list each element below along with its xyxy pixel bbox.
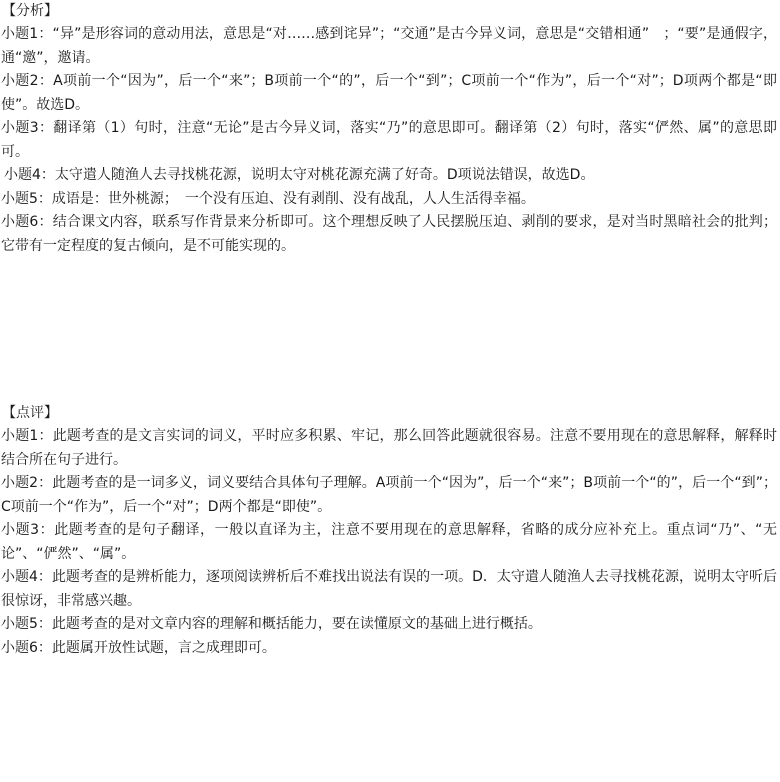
review-item-2: 小题2：此题考查的是一词多义，词义要结合具体句子理解。A项前一个“因为”，后一个“来”；B项前一个“的”，后一个“到”；C项前一个“作为”，后一个“对”；D两个都是“即使”。	[1, 475, 777, 515]
analysis-item-2: 小题2：A项前一个“因为”，后一个“来”；B项前一个“的”，后一个“到”；C项前一个“作为”，后一个“对”；D项两个都是“即使”。故选D。	[1, 73, 777, 113]
analysis-item-1: 小题1：“异”是形容词的意动用法，意思是“对……感到诧异”；“交通”是古今异义词，意思是“交错相通” ；“要”是通假字，通“邀”，邀请。	[1, 26, 777, 66]
review-item-5: 小题5：此题考查的是对文章内容的理解和概括能力，要在读懂原文的基础上进行概括。	[1, 616, 542, 632]
review-item-4: 小题4：此题考查的是辨析能力，逐项阅读辨析后不难找出说法有误的一项。D．太守遣人随渔人去寻找桃花源，说明太守听后很惊讶，非常感兴趣。	[1, 569, 777, 609]
review-item-3: 小题3：此题考查的是句子翻译，一般以直译为主，注意不要用现在的意思解释，省略的成分应补充上。重点词“乃”、“无论”、“俨然”、“属”。	[1, 522, 777, 562]
analysis-section	[0, 0, 780, 258]
review-heading: 【点评】	[2, 405, 58, 421]
analysis-item-4: 小题4：太守遣人随渔人去寻找桃花源，说明太守对桃花源充满了好奇。D项说法错误，故选D。	[4, 167, 595, 183]
review-item-1: 小题1：此题考查的是文言实词的词义，平时应多积累、牢记，那么回答此题就很容易。注意不要用现在的意思解释，解释时结合所在句子进行。	[1, 428, 777, 468]
analysis-item-3: 小题3：翻译第（1）句时，注意“无论”是古今异义词，落实“乃”的意思即可。翻译第（2）句时，落实“俨然、属”的意思即可。	[1, 120, 777, 160]
analysis-item-6: 小题6：结合课文内容，联系写作背景来分析即可。这个理想反映了人民摆脱压迫、剥削的要求，是对当时黑暗社会的批判；它带有一定程度的复古倾向，是不可能实现的。	[1, 214, 777, 254]
analysis-heading: 【分析】	[2, 3, 58, 19]
review-item-6: 小题6：此题属开放性试题，言之成理即可。	[1, 639, 276, 656]
review-section	[0, 402, 780, 660]
analysis-item-5: 小题5：成语是：世外桃源； 一个没有压迫、没有剥削、没有战乱，人人生活得幸福。	[1, 190, 535, 207]
